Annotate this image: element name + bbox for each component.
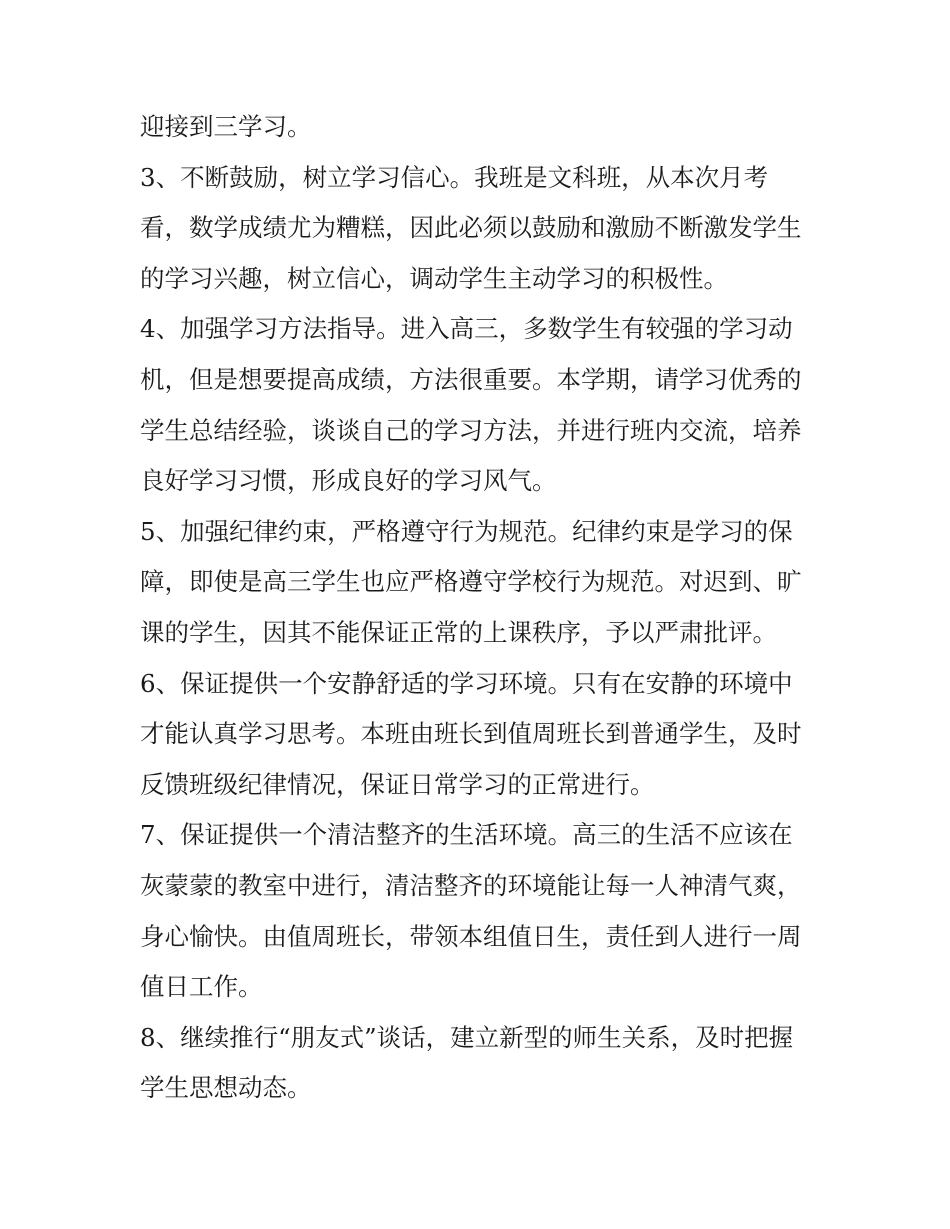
text-line: 看，数学成绩尤为糟糕，因此必须以鼓励和激励不断激发学生 xyxy=(140,213,802,243)
text-line: 障，即使是高三学生也应严格遵守学校行为规范。对迟到、旷 xyxy=(140,567,802,597)
text-line: 值日工作。 xyxy=(140,972,263,1002)
text-line: 4、加强学习方法指导。进入高三，多数学生有较强的学习动 xyxy=(140,314,793,344)
text-line: 身心愉快。由值周班长，带领本组值日生，责任到人进行一周 xyxy=(140,921,802,951)
text-line: 灰蒙蒙的教室中进行，清洁整齐的环境能让每一人神清气爽， xyxy=(140,870,802,900)
text-line: 6、保证提供一个安静舒适的学习环境。只有在安静的环境中 xyxy=(140,668,793,698)
text-line: 学生总结经验，谈谈自己的学习方法，并进行班内交流，培养 xyxy=(140,415,802,445)
document-body xyxy=(140,102,820,1114)
text-line: 学生思想动态。 xyxy=(140,1073,312,1103)
text-line: 机，但是想要提高成绩，方法很重要。本学期，请学习优秀的 xyxy=(140,364,802,394)
text-line: 反馈班级纪律情况，保证日常学习的正常进行。 xyxy=(140,769,655,799)
text-line: 8、继续推行“朋友式”谈话，建立新型的师生关系，及时把握 xyxy=(140,1022,794,1052)
text-line: 的学习兴趣，树立信心，调动学生主动学习的积极性。 xyxy=(140,263,728,293)
text-line: 5、加强纪律约束，严格遵守行为规范。纪律约束是学习的保 xyxy=(140,516,793,546)
text-line: 3、不断鼓励，树立学习信心。我班是文科班，从本次月考 xyxy=(140,162,769,192)
text-line: 良好学习习惯，形成良好的学习风气。 xyxy=(140,466,557,496)
text-line: 7、保证提供一个清洁整齐的生活环境。高三的生活不应该在 xyxy=(140,820,793,850)
text-line: 才能认真学习思考。本班由班长到值周班长到普通学生，及时 xyxy=(140,719,802,749)
text-line: 迎接到三学习。 xyxy=(140,112,312,141)
text-line: 课的学生，因其不能保证正常的上课秩序，予以严肃批评。 xyxy=(140,617,777,647)
